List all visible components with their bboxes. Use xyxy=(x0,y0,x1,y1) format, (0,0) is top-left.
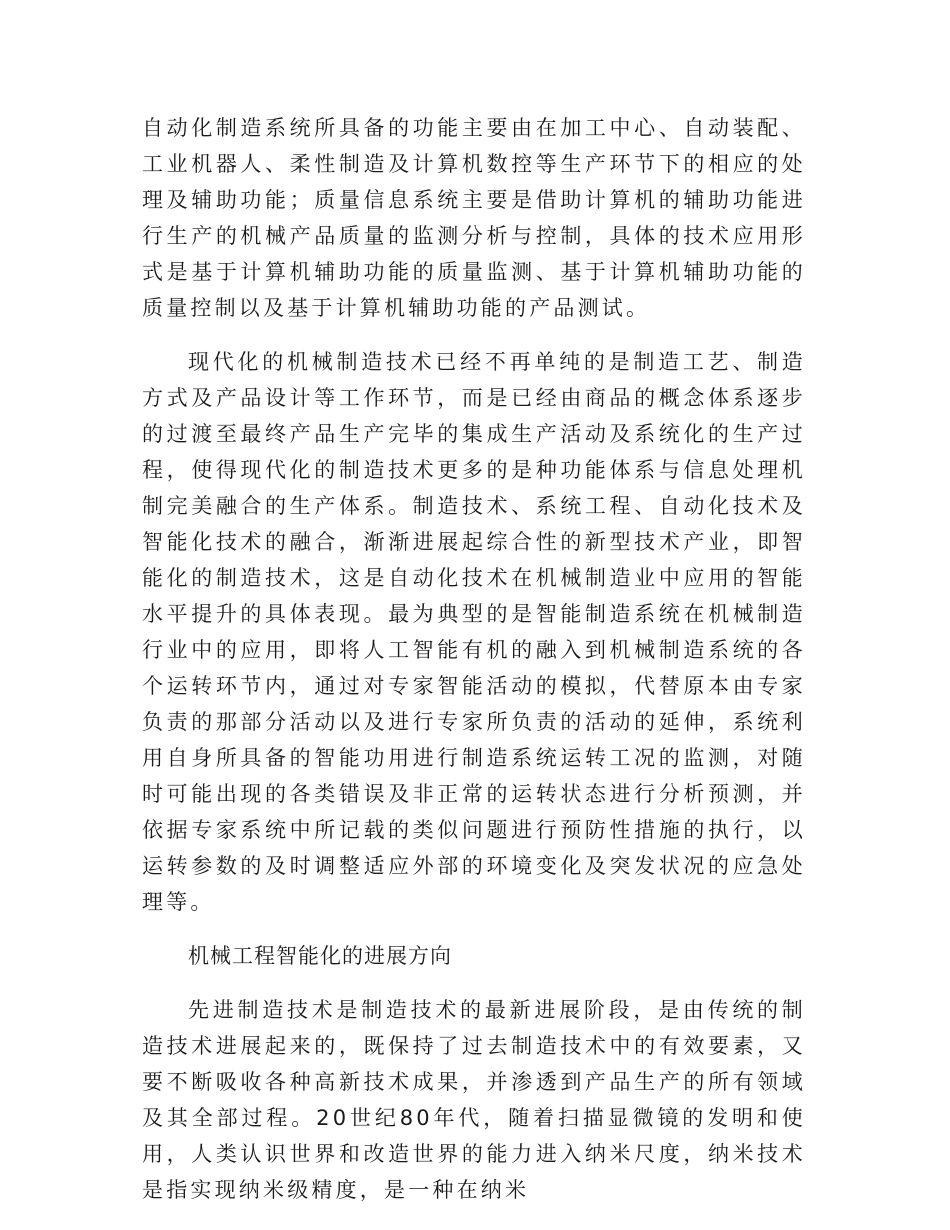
section-heading: 机械工程智能化的进展方向 xyxy=(188,944,452,968)
paragraph-automation-functions: 自动化制造系统所具备的功能主要由在加工中心、自动装配、工业机器人、柔性制造及计算机数控等生产环节下的相应的处理及辅助功能；质量信息系统主要是借助计算机的辅助功能进行生产的机械产品质量的监测分析与控制，具体的技术应用形式是基于计算机辅助功能的质量监测、基于计算机辅助功能的质量控制以及基于计算机辅助功能的产品测试。 xyxy=(142,116,806,320)
document-body xyxy=(142,110,806,1208)
paragraph-advanced-manufacturing: 先进制造技术是制造技术的最新进展阶段，是由传统的制造技术进展起来的，既保持了过去制造技术中的有效要素，又要不断吸收各种高新技术成果，并渗透到产品生产的所有领域及其全部过程。20世纪80年代，随着扫描显微镜的发明和使用，人类认识世界和改造世界的能力进入纳米尺度，纳米技术是指实现纳米级精度，是一种在纳米 xyxy=(142,998,806,1202)
paragraph-modern-manufacturing: 现代化的机械制造技术已经不再单纯的是制造工艺、制造方式及产品设计等工作环节，而是已经由商品的概念体系逐步的过渡至最终产品生产完毕的集成生产活动及系统化的生产过程，使得现代化的制造技术更多的是种功能体系与信息处理机制完美融合的生产体系。制造技术、系统工程、自动化技术及智能化技术的融合，渐渐进展起综合性的新型技术产业，即智能化的制造技术，这是自动化技术在机械制造业中应用的智能水平提升的具体表现。最为典型的是智能制造系统在机械制造行业中的应用，即将人工智能有机的融入到机械制造系统的各个运转环节内，通过对专家智能活动的模拟，代替原本由专家负责的那部分活动以及进行专家所负责的活动的延伸，系统利用自身所具备的智能功用进行制造系统运转工况的监测，对随时可能出现的各类错误及非正常的运转状态进行分析预测，并依据专家系统中所记载的类似问题进行预防性措施的执行，以运转参数的及时调整适应外部的环境变化及突发状况的应急处理等。 xyxy=(142,350,806,914)
